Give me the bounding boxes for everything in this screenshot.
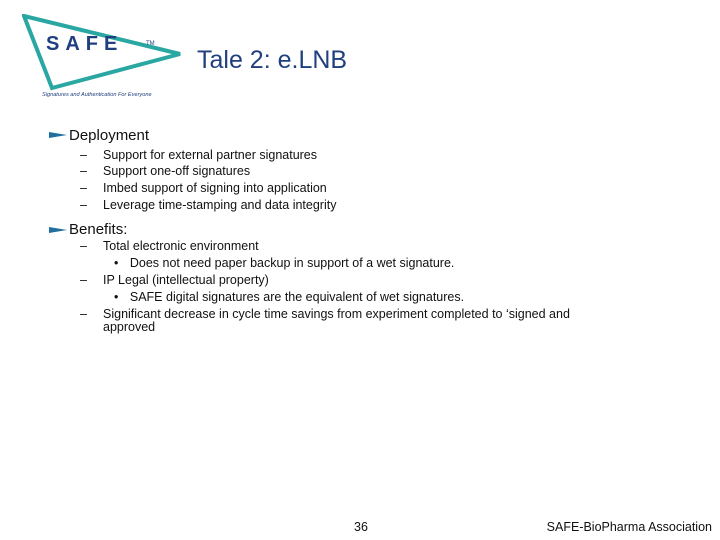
list-item-text: Total electronic environment	[103, 239, 259, 253]
list-item-text: Support one-off signatures	[103, 164, 251, 178]
section-heading-deployment: Deployment	[69, 127, 150, 144]
dash-bullet: –	[80, 198, 87, 212]
list-item-text: Support for external partner signatures	[103, 148, 318, 162]
dash-bullet: –	[80, 181, 87, 195]
sub-list-item-text: SAFE digital signatures are the equivalent of wet signatures.	[129, 290, 465, 304]
safe-logo-graphic	[22, 14, 182, 100]
sub-bullet: •	[114, 256, 119, 270]
sub-list-item	[114, 290, 464, 304]
logo-tm: TM	[146, 41, 155, 47]
section-bullet-icon	[49, 131, 67, 139]
dash-bullet: –	[80, 307, 87, 321]
sub-list-item-text: Does not need paper backup in support of a wet signature.	[129, 256, 455, 270]
dash-bullet: –	[80, 148, 87, 162]
sub-list-item	[114, 256, 454, 270]
footer-organization: SAFE-BioPharma Association	[546, 520, 712, 534]
section-heading-benefits: Benefits:	[69, 221, 128, 238]
list-item-text: Imbed support of signing into application	[103, 181, 327, 195]
sub-bullet: •	[114, 290, 119, 304]
list-item-text: Significant decrease in cycle time savings from experiment completed to ‘signed and	[103, 307, 570, 321]
safe-logo	[22, 14, 182, 100]
list-item-text-continued: approved	[103, 320, 156, 334]
logo-tagline: Signatures and Authentication For Everyone	[42, 92, 152, 98]
section-bullet-icon	[49, 226, 67, 234]
dash-bullet: –	[80, 239, 87, 253]
slide-title: Tale 2: e.LNB	[197, 46, 348, 74]
dash-bullet: –	[80, 273, 87, 287]
logo-brand-text: SAFE	[46, 33, 124, 55]
dash-bullet: –	[80, 164, 87, 178]
page-number: 36	[354, 520, 368, 534]
list-item-text: IP Legal (intellectual property)	[103, 273, 269, 287]
list-item-text: Leverage time-stamping and data integrity	[103, 198, 337, 212]
